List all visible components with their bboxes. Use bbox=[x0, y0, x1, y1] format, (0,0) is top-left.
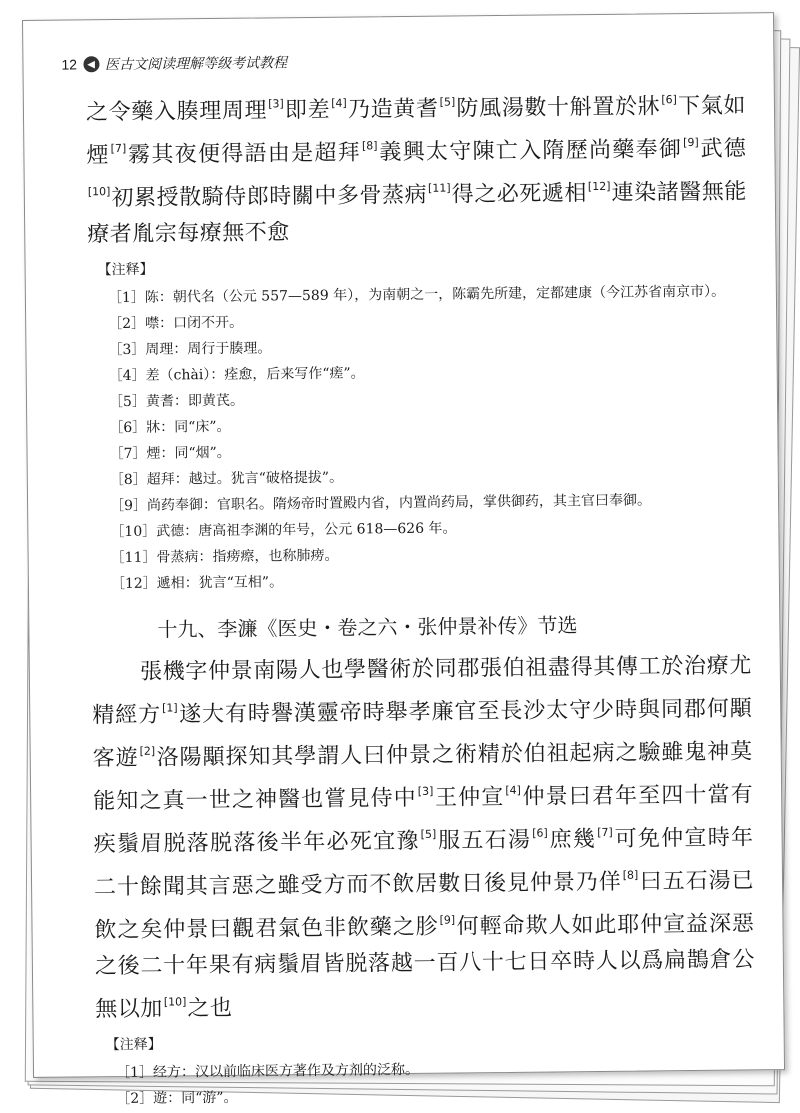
footnote-marker: [3] bbox=[268, 97, 284, 111]
footnote-marker: [4] bbox=[505, 783, 521, 797]
passage-text: 義興太守陳亡入隋歷尚藥奉御 bbox=[378, 137, 683, 166]
passage-text: 可免仲宣時年二十餘聞其言惡之雖受方而不飲居數日後見仲景乃佯 bbox=[93, 825, 754, 901]
notes-heading: 【注释】 bbox=[97, 261, 154, 279]
note-item: ［3］周理：周行于腠理。 bbox=[108, 340, 272, 359]
footnote-marker: [2] bbox=[139, 744, 156, 758]
passage-text: 遂大有時譽漢靈帝時舉孝廉官至長沙太守少時與同郡何顒客遊 bbox=[92, 696, 753, 772]
footnote-marker: [6] bbox=[661, 93, 677, 107]
passage-text: 之令藥入腠理周理 bbox=[85, 98, 268, 126]
footnote-marker: [4] bbox=[331, 96, 347, 110]
passage-text: 庶幾 bbox=[548, 827, 597, 853]
page-content bbox=[86, 81, 757, 1112]
passage-text: 服五石湯 bbox=[437, 827, 532, 854]
footnote-marker: [3] bbox=[417, 784, 434, 798]
footnote-marker: [5] bbox=[420, 827, 437, 841]
classical-passage-1 bbox=[86, 81, 748, 253]
notes-heading: 【注释】 bbox=[105, 1036, 162, 1054]
footnote-marker: [10] bbox=[87, 185, 111, 199]
page-number: 12 bbox=[61, 56, 78, 73]
passage-text: 之也 bbox=[187, 995, 233, 1022]
footnote-marker: [10] bbox=[163, 995, 187, 1009]
left-arrow-icon: ◀ bbox=[83, 56, 99, 72]
note-item: ［1］经方：汉以前临床医方著作及方剂的泛称。 bbox=[115, 1061, 420, 1082]
passage-text: 防風湯數十斛置於牀 bbox=[456, 94, 661, 122]
passage-text: 何輕命欺人如此耶仲宣益深惡之後二十年果有病鬚眉皆脱落越一百八十七日卒時人以爲扁鵲倉公無以加 bbox=[94, 911, 756, 1023]
footnote-marker: [9] bbox=[683, 135, 699, 150]
passage-text: 霧其夜便得語由是超拜 bbox=[127, 140, 362, 168]
footnote-marker: [7] bbox=[597, 825, 613, 840]
note-item: ［9］尚药奉御：官职名。隋炀帝时置殿内省，内置尚药局，掌供御药，其主官曰奉御。 bbox=[110, 492, 652, 515]
document-page bbox=[22, 12, 785, 1108]
note-item: ［8］超拜：越过。犹言“破格提拔”。 bbox=[109, 469, 344, 489]
passage-text: 下氣如煙 bbox=[86, 93, 747, 169]
passage-text: 武德 bbox=[699, 136, 747, 162]
passage-text: 曰五石湯已飲之矣仲景曰觀君氣色非飲藥之胗 bbox=[94, 868, 755, 944]
passage-text: 即差 bbox=[284, 97, 331, 124]
footnote-marker: [6] bbox=[532, 826, 548, 840]
passage-text: 張機字仲景南陽人也學醫術於同郡張伯祖盡得其傳工於治療尤精經方 bbox=[92, 653, 752, 729]
note-item: ［10］武德：唐高祖李渊的年号，公元 618—626 年。 bbox=[110, 520, 457, 541]
notes-list-1 bbox=[88, 278, 751, 597]
note-item: ［6］牀：同“床”。 bbox=[109, 418, 231, 437]
footnote-marker: [11] bbox=[427, 181, 451, 195]
footnote-marker: [8] bbox=[622, 868, 639, 882]
passage-text: 乃造黄耆 bbox=[347, 96, 439, 123]
footnote-marker: [9] bbox=[439, 913, 456, 927]
page-header bbox=[61, 50, 287, 76]
note-item: ［1］陈：朝代名（公元 557—589 年），为南朝之一，陈霸先所建，定都建康（今江苏省南京市）。 bbox=[107, 283, 726, 307]
passage-text: 洛陽顒探知其學謂人曰仲景之術精於伯祖起病之驗雖鬼神莫能知之真一世之神醫也嘗見侍中 bbox=[93, 739, 753, 815]
footnote-marker: [7] bbox=[110, 141, 127, 156]
passage-text: 初累授散騎侍郎時關中多骨蒸病 bbox=[111, 182, 428, 212]
passage-text: 得之必死遞相 bbox=[451, 181, 588, 208]
book-title: 医古文阅读理解等级考试教程 bbox=[104, 55, 288, 74]
passage-text: 仲景曰君年至四十當有疾鬚眉脱落脱落後半年必死宜豫 bbox=[93, 782, 754, 858]
note-item: ［2］遊：同“游”。 bbox=[116, 1089, 238, 1108]
note-item: ［2］噤：口闭不开。 bbox=[108, 314, 244, 333]
note-item: ［12］遞相：犹言“互相”。 bbox=[110, 574, 284, 593]
footnote-marker: [12] bbox=[587, 179, 611, 194]
classical-passage-2 bbox=[92, 648, 756, 1028]
note-item: ［4］差（chài）：痊愈，后来写作“瘥”。 bbox=[108, 365, 365, 385]
passage-text: 連染諸醫無能療者胤宗每療無不愈 bbox=[87, 179, 747, 248]
footnote-marker: [5] bbox=[439, 95, 456, 109]
note-item: ［11］骨蒸病：指痨瘵，也称肺痨。 bbox=[110, 547, 339, 567]
footnote-marker: [8] bbox=[361, 139, 378, 153]
paragraph-indent bbox=[92, 679, 140, 680]
passage-text: 王仲宣 bbox=[434, 784, 505, 811]
note-item: ［7］煙：同“烟”。 bbox=[109, 444, 231, 463]
footnote-marker: [1] bbox=[161, 701, 178, 715]
notes-list-2 bbox=[96, 1053, 757, 1112]
section-title: 十九、李濂《医史・卷之六・张仲景补传》节选 bbox=[157, 613, 578, 642]
note-item: ［5］黄耆：即黄芪。 bbox=[108, 392, 245, 411]
